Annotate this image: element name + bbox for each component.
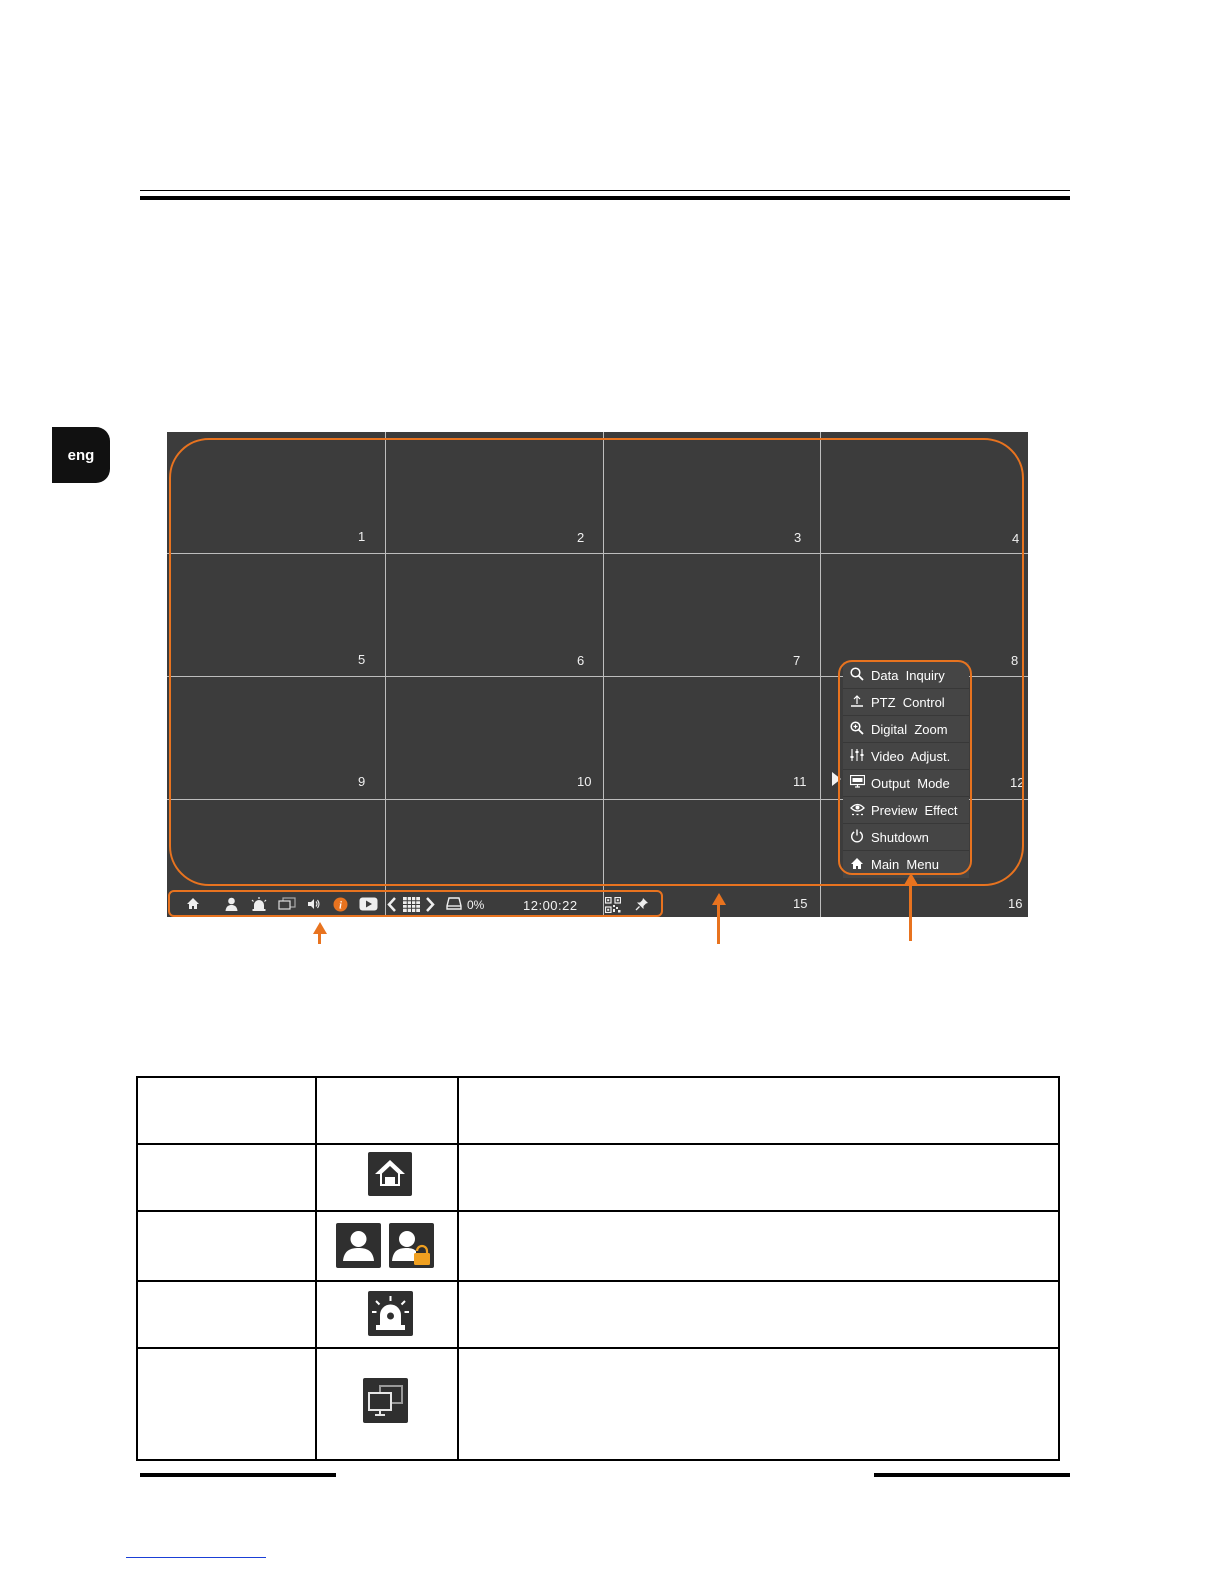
record-percent: 0% [467, 898, 485, 912]
channel-number: 12 [1010, 775, 1025, 790]
channel-number: 5 [358, 652, 366, 667]
header-rule-thin [140, 190, 1070, 191]
language-tab: eng [52, 427, 110, 483]
menu-item-label: Main Menu [871, 857, 939, 872]
footer-rule-left [140, 1473, 336, 1477]
menu-item-label: Digital Zoom [871, 721, 948, 737]
status-bar-highlight [168, 890, 663, 917]
menu-item-label: Output Mode [871, 775, 950, 791]
table-divider [138, 1280, 1058, 1282]
menu-item-label: Video Adjust. [871, 748, 951, 764]
table-divider [315, 1078, 317, 1459]
table-divider [138, 1143, 1058, 1145]
menu-item-label: Preview Effect [871, 802, 958, 818]
channel-number: 8 [1011, 653, 1019, 668]
multi-screen-icon [363, 1378, 408, 1423]
home-icon [368, 1152, 412, 1196]
channel-number: 11 [793, 774, 807, 789]
callout-arrow-context-menu [909, 883, 912, 941]
user-icon [336, 1223, 381, 1268]
channel-number: 6 [577, 653, 585, 668]
channel-number: 2 [577, 530, 585, 545]
channel-number: 4 [1012, 531, 1020, 546]
channel-number: 9 [358, 774, 366, 789]
footer-link-underline[interactable] [126, 1557, 266, 1558]
menu-item-label: PTZ Control [871, 694, 945, 710]
footer-rule-right [874, 1473, 1070, 1477]
svg-text:i: i [339, 900, 342, 912]
channel-number: 1 [358, 529, 366, 544]
channel-number: 15 [793, 896, 808, 911]
context-menu-highlight [838, 660, 972, 875]
callout-arrow-status-bar [318, 932, 321, 944]
alarm-icon [368, 1291, 413, 1336]
user-locked-icon [389, 1223, 434, 1268]
channel-number: 10 [577, 774, 592, 789]
system-time: 12:00:22 [523, 898, 578, 913]
channel-number: 16 [1008, 896, 1023, 911]
table-divider [138, 1347, 1058, 1349]
callout-arrow-live-view [717, 903, 720, 944]
table-divider [457, 1078, 459, 1459]
menu-item-label: Shutdown [871, 829, 929, 845]
channel-number: 3 [794, 530, 802, 545]
header-rule-thick [140, 196, 1070, 200]
channel-number: 7 [793, 653, 801, 668]
menu-item-label: Data Inquiry [871, 667, 945, 683]
icon-description-table [136, 1076, 1060, 1461]
table-divider [138, 1210, 1058, 1212]
